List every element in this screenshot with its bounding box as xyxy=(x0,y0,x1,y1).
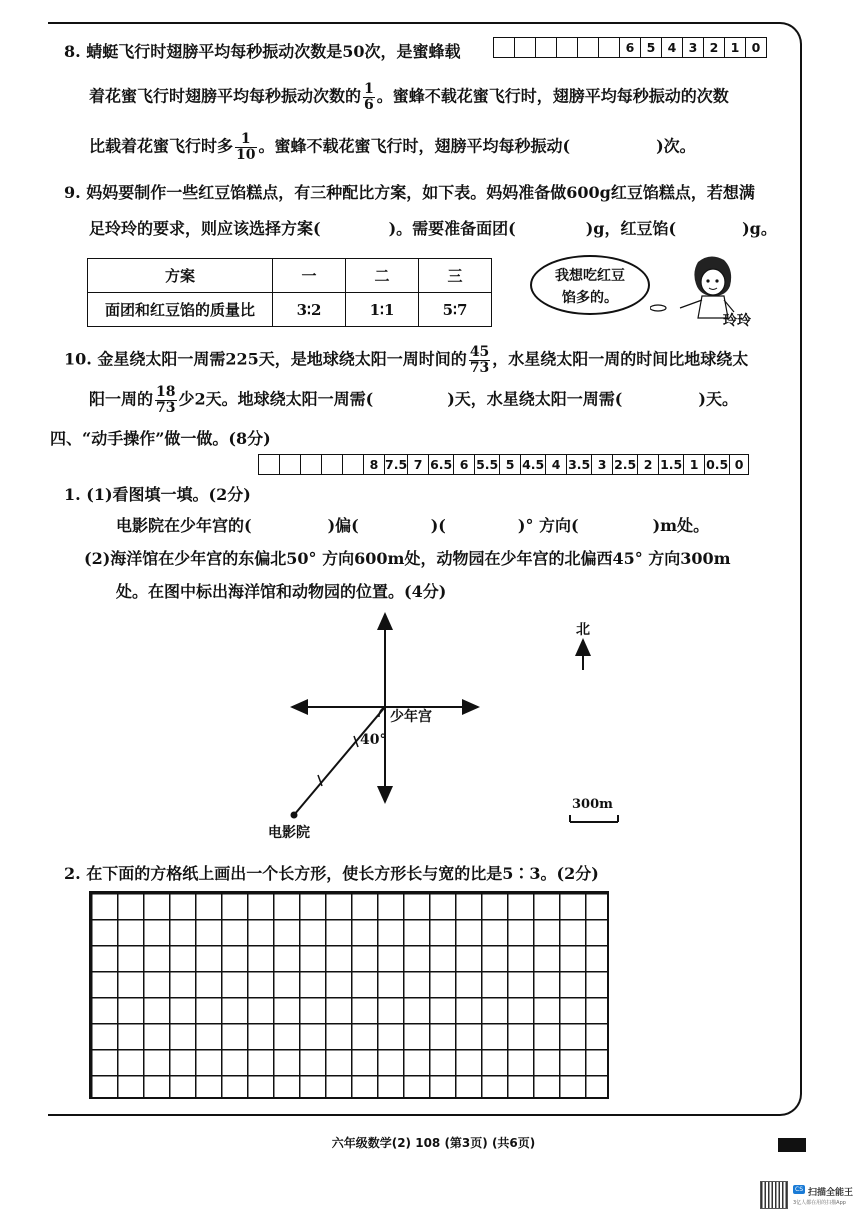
score-cell: 1.5 xyxy=(659,455,684,475)
ratio-header-plan: 方案 xyxy=(88,259,273,293)
ratio-table xyxy=(87,258,492,327)
score-cell: 8 xyxy=(364,455,385,475)
score-cell: 4.5 xyxy=(521,455,546,475)
fraction-1-6: $\frac{1}{6}$ xyxy=(364,81,374,113)
q9-line1: 9. 妈妈要制作一些红豆馅糕点，有三种配比方案，如下表。妈妈准备做600g红豆馅糕点，若想满 xyxy=(64,183,755,202)
bubble-text-1: 我想吃红豆 xyxy=(555,268,625,284)
qr-code-icon xyxy=(760,1181,788,1209)
ratio-row-label: 面团和红豆馅的质量比 xyxy=(88,293,273,327)
score-cell: 4 xyxy=(662,38,683,58)
score-box-mid xyxy=(258,454,749,475)
q8-line3: 比载着花蜜飞行时多 $\frac{1}{10}$ 。蜜蜂不载花蜜飞行时，翅膀平均每秒振动( )次。 xyxy=(89,131,696,163)
score-cell xyxy=(280,455,301,475)
score-cell: 1 xyxy=(684,455,705,475)
score-cell: 0.5 xyxy=(705,455,730,475)
score-cell xyxy=(343,455,364,475)
score-cell xyxy=(494,38,515,58)
bubble-text-2: 馅多的。 xyxy=(562,290,618,306)
section4-title: 四、“动手操作”做一做。(8分) xyxy=(50,429,271,448)
graph-paper-grid[interactable] xyxy=(89,891,609,1099)
ratio-header-1: 一 xyxy=(273,259,346,293)
score-cell: 7 xyxy=(408,455,429,475)
girl-name: 玲玲 xyxy=(723,313,751,329)
score-cell xyxy=(557,38,578,58)
score-cell: 6 xyxy=(454,455,475,475)
score-cell: 1 xyxy=(725,38,746,58)
ratio-value-3: 5∶7 xyxy=(419,293,492,327)
page-footer: 六年级数学(2) 108 (第3页) (共6页) xyxy=(331,1136,536,1150)
score-cell: 0 xyxy=(746,38,767,58)
score-cell xyxy=(301,455,322,475)
scanner-brand-name: 扫描全能王 xyxy=(808,1188,854,1198)
score-cell: 3 xyxy=(592,455,613,475)
cinema-ray xyxy=(294,707,385,815)
direction-diagram xyxy=(250,600,670,850)
score-cell: 2 xyxy=(638,455,659,475)
score-cell: 4 xyxy=(546,455,567,475)
q10-line2: 阳一周的 $\frac{18}{73}$ 少2天。地球绕太阳一周需( )天，水星绕太阳一周需( )天。 xyxy=(89,384,738,416)
fraction-18-73: $\frac{18}{73}$ xyxy=(156,384,176,416)
q10-line1: 10. 金星绕太阳一周需225天，是地球绕太阳一周时间的 $\frac{45}{73}$ ，水星绕太阳一周的时间比地球绕太 xyxy=(64,344,749,376)
fraction-45-73: $\frac{45}{73}$ xyxy=(469,344,490,376)
tick-1 xyxy=(354,736,358,747)
origin-label: 少年宫 xyxy=(390,709,432,725)
cinema-point xyxy=(291,812,298,819)
p2-title: 2. 在下面的方格纸上画出一个长方形，使长方形长与宽的比是5∶3。(2分) xyxy=(64,864,599,883)
score-cell xyxy=(599,38,620,58)
scanner-brand-sub: 3亿人都在用的扫描App xyxy=(793,1200,846,1206)
q9-line2: 足玲玲的要求，则应该选择方案( )。需要准备面团( )g，红豆馅( )g。 xyxy=(89,219,777,238)
p1-title: 1. (1)看图填一填。(2分) xyxy=(64,485,251,504)
score-cell: 2 xyxy=(704,38,725,58)
q8-line2: 着花蜜飞行时翅膀平均每秒振动次数的 $\frac{1}{6}$ 。蜜蜂不载花蜜飞行时，翅膀平均每秒振动的次数 xyxy=(89,81,729,113)
p1-q2-line2: 处。在图中标出海洋馆和动物园的位置。(4分) xyxy=(116,582,447,601)
score-cell: 5 xyxy=(641,38,662,58)
scale-label: 300m xyxy=(572,797,613,812)
p1-q1-line: 电影院在少年宫的( )偏( )( )° 方向( )m处。 xyxy=(116,516,710,535)
ratio-value-2: 1∶1 xyxy=(346,293,419,327)
score-cell: 0 xyxy=(730,455,749,475)
score-cell: 3.5 xyxy=(567,455,592,475)
score-cell xyxy=(515,38,536,58)
fraction-1-10: $\frac{1}{10}$ xyxy=(236,131,256,163)
cinema-label: 电影院 xyxy=(268,825,310,841)
score-box-top xyxy=(493,37,767,58)
score-cell xyxy=(259,455,280,475)
score-cell: 5.5 xyxy=(475,455,500,475)
p1-q2-line1: (2)海洋馆在少年宫的东偏北50° 方向600m处，动物园在少年宫的北偏西45° 方向300m xyxy=(84,549,731,568)
score-cell: 3 xyxy=(683,38,704,58)
speech-bubble xyxy=(530,255,650,315)
angle-label: 40° xyxy=(360,732,387,748)
score-cell xyxy=(322,455,343,475)
ratio-value-1: 3∶2 xyxy=(273,293,346,327)
score-cell: 6 xyxy=(620,38,641,58)
scanner-logo-icon: CS xyxy=(795,1186,803,1193)
score-cell xyxy=(578,38,599,58)
score-cell: 5 xyxy=(500,455,521,475)
north-label: 北 xyxy=(576,622,590,638)
score-cell: 6.5 xyxy=(429,455,454,475)
ratio-header-3: 三 xyxy=(419,259,492,293)
score-cell: 2.5 xyxy=(613,455,638,475)
score-cell: 7.5 xyxy=(385,455,408,475)
score-cell xyxy=(536,38,557,58)
q8-line1: 8. 蜻蜓飞行时翅膀平均每秒振动次数是50次，是蜜蜂载 xyxy=(64,42,461,61)
corner-mark xyxy=(778,1138,806,1152)
ratio-header-2: 二 xyxy=(346,259,419,293)
